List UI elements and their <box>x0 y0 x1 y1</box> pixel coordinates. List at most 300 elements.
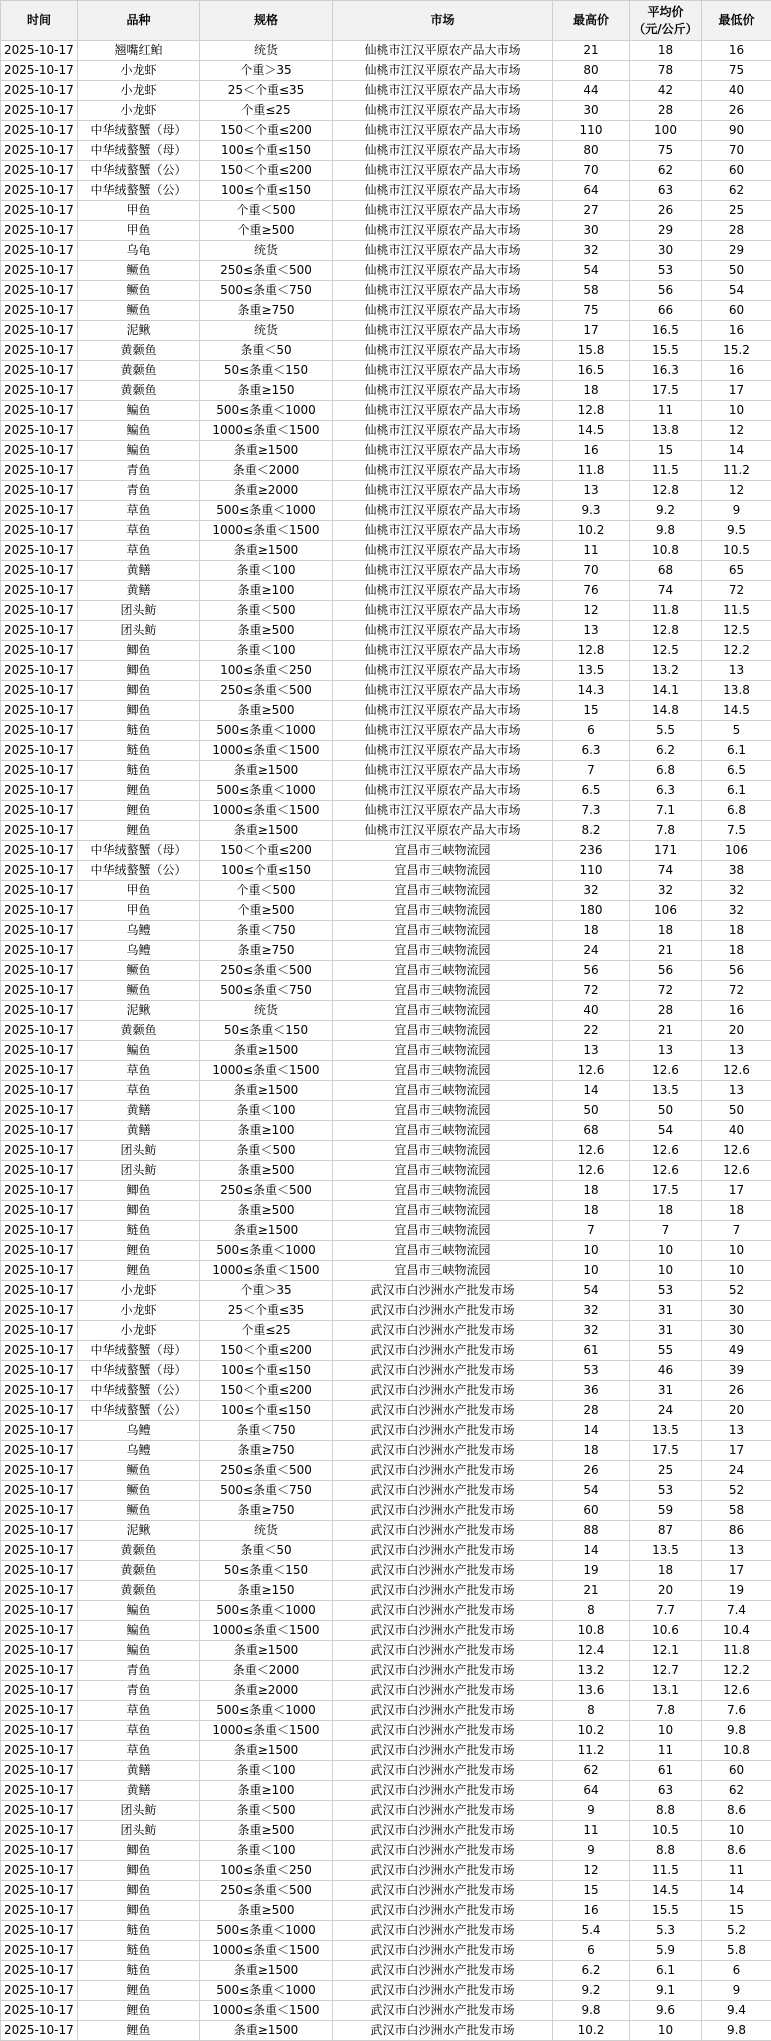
cell-date: 2025-10-17 <box>1 461 78 481</box>
cell-avg-price: 78 <box>630 61 702 81</box>
cell-high-price: 9 <box>553 1801 630 1821</box>
cell-avg-price: 13.5 <box>630 1541 702 1561</box>
cell-spec: 条重≥750 <box>200 941 333 961</box>
table-row <box>1 641 771 661</box>
cell-low-price: 50 <box>702 261 771 281</box>
cell-variety: 中华绒螯蟹（公） <box>78 161 200 181</box>
table-row <box>1 1921 771 1941</box>
cell-variety: 黄颡鱼 <box>78 381 200 401</box>
cell-high-price: 10.2 <box>553 1721 630 1741</box>
cell-low-price: 17 <box>702 381 771 401</box>
cell-market: 武汉市白沙洲水产批发市场 <box>333 1901 553 1921</box>
cell-date: 2025-10-17 <box>1 81 78 101</box>
cell-low-price: 32 <box>702 901 771 921</box>
cell-low-price: 13 <box>702 661 771 681</box>
cell-avg-price: 26 <box>630 201 702 221</box>
cell-date: 2025-10-17 <box>1 501 78 521</box>
cell-date: 2025-10-17 <box>1 1641 78 1661</box>
table-row <box>1 1681 771 1701</box>
cell-avg-price: 56 <box>630 961 702 981</box>
cell-market: 仙桃市江汉平原农产品大市场 <box>333 61 553 81</box>
cell-avg-price: 13.2 <box>630 661 702 681</box>
cell-variety: 中华绒螯蟹（母） <box>78 141 200 161</box>
cell-variety: 小龙虾 <box>78 1321 200 1341</box>
cell-avg-price: 18 <box>630 1561 702 1581</box>
cell-avg-price: 6.3 <box>630 781 702 801</box>
cell-low-price: 9 <box>702 501 771 521</box>
header-high-price: 最高价 <box>553 1 630 41</box>
cell-market: 武汉市白沙洲水产批发市场 <box>333 2001 553 2021</box>
cell-variety: 鲢鱼 <box>78 1961 200 1981</box>
cell-market: 仙桃市江汉平原农产品大市场 <box>333 581 553 601</box>
cell-low-price: 5 <box>702 721 771 741</box>
table-row <box>1 901 771 921</box>
table-row <box>1 61 771 81</box>
cell-avg-price: 30 <box>630 241 702 261</box>
cell-avg-price: 20 <box>630 1581 702 1601</box>
cell-spec: 条重≥1500 <box>200 761 333 781</box>
cell-low-price: 7.6 <box>702 1701 771 1721</box>
cell-variety: 鳜鱼 <box>78 981 200 1001</box>
cell-high-price: 76 <box>553 581 630 601</box>
cell-variety: 黄颡鱼 <box>78 1561 200 1581</box>
cell-low-price: 13 <box>702 1421 771 1441</box>
cell-date: 2025-10-17 <box>1 381 78 401</box>
cell-spec: 个重≥500 <box>200 221 333 241</box>
cell-date: 2025-10-17 <box>1 941 78 961</box>
cell-variety: 青鱼 <box>78 461 200 481</box>
cell-avg-price: 54 <box>630 1121 702 1141</box>
cell-spec: 250≤条重＜500 <box>200 1881 333 1901</box>
table-row <box>1 1061 771 1081</box>
cell-date: 2025-10-17 <box>1 821 78 841</box>
cell-avg-price: 32 <box>630 881 702 901</box>
cell-high-price: 16.5 <box>553 361 630 381</box>
cell-avg-price: 9.6 <box>630 2001 702 2021</box>
table-row <box>1 1361 771 1381</box>
cell-avg-price: 59 <box>630 1501 702 1521</box>
cell-variety: 中华绒螯蟹（母） <box>78 841 200 861</box>
cell-variety: 甲鱼 <box>78 201 200 221</box>
cell-market: 仙桃市江汉平原农产品大市场 <box>333 561 553 581</box>
cell-market: 仙桃市江汉平原农产品大市场 <box>333 381 553 401</box>
cell-avg-price: 15 <box>630 441 702 461</box>
cell-market: 武汉市白沙洲水产批发市场 <box>333 1401 553 1421</box>
cell-date: 2025-10-17 <box>1 1901 78 1921</box>
cell-avg-price: 10.5 <box>630 1821 702 1841</box>
cell-spec: 条重＜750 <box>200 1421 333 1441</box>
cell-variety: 青鱼 <box>78 481 200 501</box>
cell-low-price: 9.4 <box>702 2001 771 2021</box>
cell-variety: 鲤鱼 <box>78 821 200 841</box>
cell-low-price: 19 <box>702 1581 771 1601</box>
cell-high-price: 10.2 <box>553 2021 630 2041</box>
cell-date: 2025-10-17 <box>1 341 78 361</box>
cell-high-price: 15.8 <box>553 341 630 361</box>
cell-spec: 个重＜500 <box>200 881 333 901</box>
cell-variety: 鲤鱼 <box>78 1241 200 1261</box>
table-row <box>1 581 771 601</box>
cell-avg-price: 17.5 <box>630 1441 702 1461</box>
table-row <box>1 1141 771 1161</box>
table-row <box>1 1981 771 2001</box>
cell-date: 2025-10-17 <box>1 661 78 681</box>
cell-market: 武汉市白沙洲水产批发市场 <box>333 1321 553 1341</box>
cell-date: 2025-10-17 <box>1 41 78 61</box>
cell-spec: 500≤条重＜1000 <box>200 781 333 801</box>
cell-spec: 150＜个重≤200 <box>200 841 333 861</box>
cell-low-price: 10.4 <box>702 1621 771 1641</box>
cell-market: 武汉市白沙洲水产批发市场 <box>333 1421 553 1441</box>
cell-spec: 条重＜500 <box>200 1801 333 1821</box>
cell-high-price: 12 <box>553 601 630 621</box>
cell-market: 仙桃市江汉平原农产品大市场 <box>333 41 553 61</box>
cell-variety: 鳊鱼 <box>78 1621 200 1641</box>
cell-variety: 鳜鱼 <box>78 261 200 281</box>
cell-low-price: 62 <box>702 1781 771 1801</box>
cell-high-price: 32 <box>553 881 630 901</box>
cell-market: 武汉市白沙洲水产批发市场 <box>333 1781 553 1801</box>
cell-market: 仙桃市江汉平原农产品大市场 <box>333 121 553 141</box>
cell-market: 仙桃市江汉平原农产品大市场 <box>333 741 553 761</box>
cell-high-price: 14 <box>553 1081 630 1101</box>
cell-market: 武汉市白沙洲水产批发市场 <box>333 1721 553 1741</box>
header-low-price: 最低价 <box>702 1 771 41</box>
cell-date: 2025-10-17 <box>1 441 78 461</box>
table-row <box>1 1301 771 1321</box>
table-row <box>1 881 771 901</box>
cell-variety: 翘嘴红鲌 <box>78 41 200 61</box>
cell-variety: 鲤鱼 <box>78 781 200 801</box>
cell-market: 武汉市白沙洲水产批发市场 <box>333 1521 553 1541</box>
cell-spec: 250≤条重＜500 <box>200 1461 333 1481</box>
table-row <box>1 1021 771 1041</box>
cell-market: 宜昌市三峡物流园 <box>333 861 553 881</box>
cell-low-price: 9.5 <box>702 521 771 541</box>
cell-high-price: 13.5 <box>553 661 630 681</box>
table-row <box>1 301 771 321</box>
cell-date: 2025-10-17 <box>1 1881 78 1901</box>
cell-low-price: 12.5 <box>702 621 771 641</box>
cell-date: 2025-10-17 <box>1 1461 78 1481</box>
cell-spec: 条重＜50 <box>200 1541 333 1561</box>
cell-low-price: 60 <box>702 1761 771 1781</box>
cell-low-price: 15 <box>702 1901 771 1921</box>
cell-spec: 条重≥1500 <box>200 1041 333 1061</box>
cell-high-price: 180 <box>553 901 630 921</box>
cell-high-price: 24 <box>553 941 630 961</box>
cell-market: 仙桃市江汉平原农产品大市场 <box>333 641 553 661</box>
cell-high-price: 19 <box>553 1561 630 1581</box>
cell-market: 武汉市白沙洲水产批发市场 <box>333 1961 553 1981</box>
table-row <box>1 1101 771 1121</box>
cell-market: 武汉市白沙洲水产批发市场 <box>333 1361 553 1381</box>
cell-avg-price: 7.1 <box>630 801 702 821</box>
cell-variety: 鳊鱼 <box>78 401 200 421</box>
cell-spec: 条重≥1500 <box>200 541 333 561</box>
cell-spec: 100≤个重≤150 <box>200 861 333 881</box>
cell-spec: 100≤条重＜250 <box>200 1861 333 1881</box>
header-spec: 规格 <box>200 1 333 41</box>
cell-high-price: 68 <box>553 1121 630 1141</box>
cell-date: 2025-10-17 <box>1 1861 78 1881</box>
cell-avg-price: 13.5 <box>630 1421 702 1441</box>
cell-low-price: 40 <box>702 1121 771 1141</box>
table-row <box>1 481 771 501</box>
cell-date: 2025-10-17 <box>1 1481 78 1501</box>
cell-variety: 鳊鱼 <box>78 1601 200 1621</box>
cell-high-price: 18 <box>553 381 630 401</box>
cell-variety: 鲫鱼 <box>78 661 200 681</box>
cell-low-price: 9.8 <box>702 2021 771 2041</box>
cell-high-price: 64 <box>553 1781 630 1801</box>
header-date: 时间 <box>1 1 78 41</box>
cell-spec: 1000≤条重＜1500 <box>200 741 333 761</box>
cell-date: 2025-10-17 <box>1 581 78 601</box>
cell-date: 2025-10-17 <box>1 541 78 561</box>
cell-low-price: 65 <box>702 561 771 581</box>
cell-low-price: 11.5 <box>702 601 771 621</box>
cell-low-price: 90 <box>702 121 771 141</box>
cell-market: 仙桃市江汉平原农产品大市场 <box>333 461 553 481</box>
cell-high-price: 110 <box>553 121 630 141</box>
cell-date: 2025-10-17 <box>1 781 78 801</box>
cell-spec: 250≤条重＜500 <box>200 1181 333 1201</box>
cell-high-price: 21 <box>553 41 630 61</box>
cell-market: 仙桃市江汉平原农产品大市场 <box>333 521 553 541</box>
cell-low-price: 8.6 <box>702 1841 771 1861</box>
cell-market: 武汉市白沙洲水产批发市场 <box>333 1581 553 1601</box>
cell-high-price: 18 <box>553 921 630 941</box>
cell-avg-price: 8.8 <box>630 1801 702 1821</box>
cell-variety: 乌鳢 <box>78 941 200 961</box>
table-row <box>1 841 771 861</box>
cell-spec: 25＜个重≤35 <box>200 81 333 101</box>
cell-low-price: 16 <box>702 41 771 61</box>
cell-avg-price: 7.8 <box>630 821 702 841</box>
cell-variety: 鲫鱼 <box>78 701 200 721</box>
cell-high-price: 14.3 <box>553 681 630 701</box>
cell-market: 仙桃市江汉平原农产品大市场 <box>333 821 553 841</box>
cell-date: 2025-10-17 <box>1 1661 78 1681</box>
cell-variety: 鲤鱼 <box>78 801 200 821</box>
cell-avg-price: 31 <box>630 1381 702 1401</box>
cell-low-price: 13.8 <box>702 681 771 701</box>
table-row <box>1 601 771 621</box>
cell-market: 武汉市白沙洲水产批发市场 <box>333 1501 553 1521</box>
cell-avg-price: 6.1 <box>630 1961 702 1981</box>
cell-market: 武汉市白沙洲水产批发市场 <box>333 1921 553 1941</box>
cell-market: 武汉市白沙洲水产批发市场 <box>333 1341 553 1361</box>
cell-high-price: 8 <box>553 1701 630 1721</box>
cell-low-price: 15.2 <box>702 341 771 361</box>
cell-spec: 100≤个重≤150 <box>200 1361 333 1381</box>
cell-high-price: 14 <box>553 1421 630 1441</box>
table-row <box>1 1121 771 1141</box>
cell-spec: 150＜个重≤200 <box>200 1341 333 1361</box>
cell-date: 2025-10-17 <box>1 1121 78 1141</box>
cell-low-price: 70 <box>702 141 771 161</box>
cell-high-price: 9.8 <box>553 2001 630 2021</box>
cell-variety: 乌龟 <box>78 241 200 261</box>
cell-avg-price: 5.5 <box>630 721 702 741</box>
cell-low-price: 49 <box>702 1341 771 1361</box>
cell-low-price: 10 <box>702 401 771 421</box>
cell-variety: 团头鲂 <box>78 1141 200 1161</box>
cell-high-price: 21 <box>553 1581 630 1601</box>
cell-market: 仙桃市江汉平原农产品大市场 <box>333 601 553 621</box>
cell-high-price: 10.2 <box>553 521 630 541</box>
table-row <box>1 221 771 241</box>
cell-avg-price: 10 <box>630 1261 702 1281</box>
cell-spec: 500≤条重＜750 <box>200 981 333 1001</box>
cell-low-price: 17 <box>702 1441 771 1461</box>
cell-high-price: 12 <box>553 1861 630 1881</box>
cell-variety: 鳊鱼 <box>78 421 200 441</box>
cell-avg-price: 87 <box>630 1521 702 1541</box>
cell-market: 宜昌市三峡物流园 <box>333 1161 553 1181</box>
cell-date: 2025-10-17 <box>1 1361 78 1381</box>
cell-variety: 鲤鱼 <box>78 2021 200 2041</box>
cell-market: 武汉市白沙洲水产批发市场 <box>333 1881 553 1901</box>
cell-low-price: 10 <box>702 1821 771 1841</box>
cell-low-price: 6.1 <box>702 741 771 761</box>
cell-date: 2025-10-17 <box>1 841 78 861</box>
cell-avg-price: 46 <box>630 1361 702 1381</box>
cell-market: 仙桃市江汉平原农产品大市场 <box>333 781 553 801</box>
cell-date: 2025-10-17 <box>1 401 78 421</box>
cell-market: 武汉市白沙洲水产批发市场 <box>333 1281 553 1301</box>
cell-high-price: 10 <box>553 1241 630 1261</box>
cell-date: 2025-10-17 <box>1 981 78 1001</box>
cell-avg-price: 61 <box>630 1761 702 1781</box>
header-row <box>1 1 771 41</box>
cell-variety: 鲫鱼 <box>78 1201 200 1221</box>
cell-low-price: 86 <box>702 1521 771 1541</box>
table-row <box>1 1721 771 1741</box>
cell-high-price: 7.3 <box>553 801 630 821</box>
cell-date: 2025-10-17 <box>1 921 78 941</box>
cell-avg-price: 56 <box>630 281 702 301</box>
cell-spec: 条重≥1500 <box>200 1641 333 1661</box>
table-row <box>1 201 771 221</box>
cell-spec: 统货 <box>200 41 333 61</box>
cell-spec: 条重≥150 <box>200 1581 333 1601</box>
cell-market: 武汉市白沙洲水产批发市场 <box>333 1801 553 1821</box>
cell-avg-price: 31 <box>630 1321 702 1341</box>
cell-avg-price: 28 <box>630 101 702 121</box>
cell-avg-price: 68 <box>630 561 702 581</box>
cell-high-price: 13.2 <box>553 1661 630 1681</box>
cell-date: 2025-10-17 <box>1 1081 78 1101</box>
cell-date: 2025-10-17 <box>1 741 78 761</box>
table-row <box>1 121 771 141</box>
table-row <box>1 741 771 761</box>
cell-market: 宜昌市三峡物流园 <box>333 1121 553 1141</box>
cell-avg-price: 12.6 <box>630 1061 702 1081</box>
cell-date: 2025-10-17 <box>1 1201 78 1221</box>
table-row <box>1 241 771 261</box>
cell-low-price: 16 <box>702 321 771 341</box>
cell-spec: 条重≥500 <box>200 701 333 721</box>
cell-market: 武汉市白沙洲水产批发市场 <box>333 1621 553 1641</box>
cell-spec: 条重≥150 <box>200 381 333 401</box>
table-row <box>1 1641 771 1661</box>
cell-avg-price: 14.1 <box>630 681 702 701</box>
cell-variety: 黄颡鱼 <box>78 1541 200 1561</box>
cell-variety: 甲鱼 <box>78 901 200 921</box>
cell-high-price: 26 <box>553 1461 630 1481</box>
cell-high-price: 13 <box>553 1041 630 1061</box>
cell-spec: 条重＜500 <box>200 1141 333 1161</box>
cell-spec: 条重≥2000 <box>200 481 333 501</box>
cell-variety: 团头鲂 <box>78 601 200 621</box>
cell-high-price: 58 <box>553 281 630 301</box>
cell-avg-price: 18 <box>630 1201 702 1221</box>
cell-date: 2025-10-17 <box>1 561 78 581</box>
cell-date: 2025-10-17 <box>1 1061 78 1081</box>
table-row <box>1 1181 771 1201</box>
cell-low-price: 24 <box>702 1461 771 1481</box>
cell-high-price: 13 <box>553 481 630 501</box>
cell-spec: 500≤条重＜1000 <box>200 1921 333 1941</box>
cell-high-price: 12.8 <box>553 401 630 421</box>
cell-market: 仙桃市江汉平原农产品大市场 <box>333 241 553 261</box>
cell-spec: 个重≤25 <box>200 101 333 121</box>
cell-spec: 500≤条重＜1000 <box>200 1241 333 1261</box>
cell-avg-price: 13.5 <box>630 1081 702 1101</box>
cell-avg-price: 63 <box>630 1781 702 1801</box>
cell-date: 2025-10-17 <box>1 181 78 201</box>
cell-spec: 统货 <box>200 321 333 341</box>
cell-avg-price: 9.1 <box>630 1981 702 2001</box>
cell-market: 武汉市白沙洲水产批发市场 <box>333 1641 553 1661</box>
cell-high-price: 22 <box>553 1021 630 1041</box>
cell-variety: 鲢鱼 <box>78 1921 200 1941</box>
cell-avg-price: 12.8 <box>630 621 702 641</box>
cell-date: 2025-10-17 <box>1 1281 78 1301</box>
cell-spec: 150＜个重≤200 <box>200 121 333 141</box>
cell-variety: 黄鳝 <box>78 1101 200 1121</box>
cell-high-price: 11.2 <box>553 1741 630 1761</box>
cell-market: 武汉市白沙洲水产批发市场 <box>333 1301 553 1321</box>
cell-low-price: 14.5 <box>702 701 771 721</box>
table-row <box>1 341 771 361</box>
cell-variety: 黄鳝 <box>78 1121 200 1141</box>
table-row <box>1 1701 771 1721</box>
cell-variety: 小龙虾 <box>78 1301 200 1321</box>
cell-variety: 中华绒螯蟹（母） <box>78 1361 200 1381</box>
cell-spec: 统货 <box>200 241 333 261</box>
cell-date: 2025-10-17 <box>1 1501 78 1521</box>
cell-avg-price: 15.5 <box>630 1901 702 1921</box>
cell-spec: 条重≥500 <box>200 621 333 641</box>
cell-market: 武汉市白沙洲水产批发市场 <box>333 1681 553 1701</box>
cell-date: 2025-10-17 <box>1 1601 78 1621</box>
cell-variety: 鳜鱼 <box>78 1461 200 1481</box>
cell-low-price: 11.8 <box>702 1641 771 1661</box>
table-row <box>1 521 771 541</box>
cell-high-price: 10 <box>553 1261 630 1281</box>
cell-avg-price: 12.6 <box>630 1161 702 1181</box>
cell-date: 2025-10-17 <box>1 321 78 341</box>
cell-high-price: 14 <box>553 1541 630 1561</box>
cell-high-price: 9.2 <box>553 1981 630 2001</box>
cell-date: 2025-10-17 <box>1 2001 78 2021</box>
cell-date: 2025-10-17 <box>1 1521 78 1541</box>
cell-spec: 250≤条重＜500 <box>200 261 333 281</box>
cell-low-price: 54 <box>702 281 771 301</box>
